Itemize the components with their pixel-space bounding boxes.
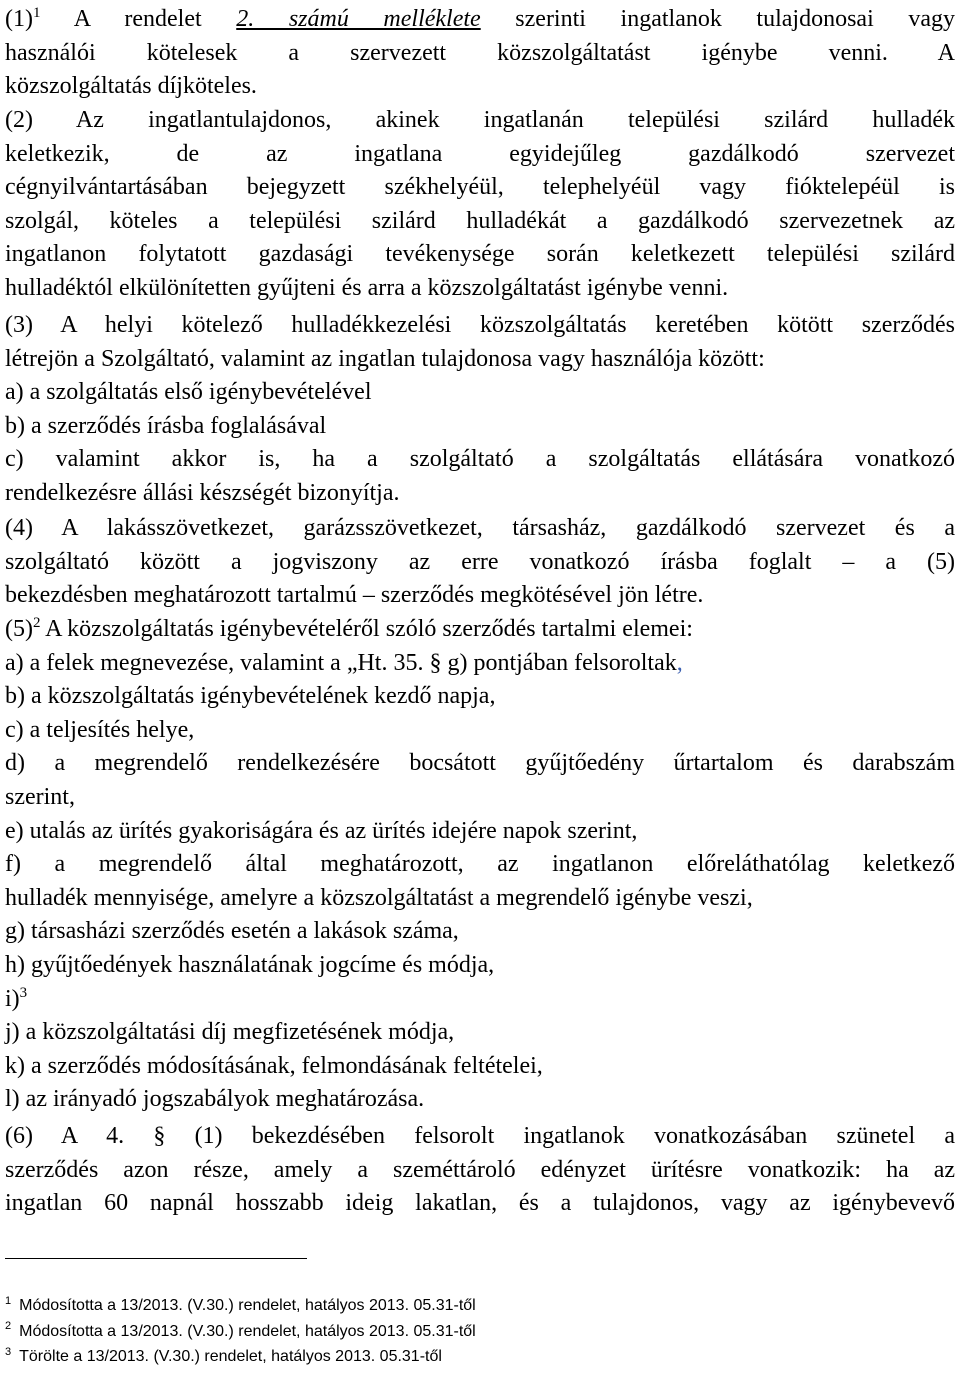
- section-2-line: ingatlanon folytatott gazdasági tevékenysége során keletkezett települési szilárd: [5, 241, 955, 268]
- section-6-line: (6) A 4. § (1) bekezdésében felsorolt ingatlanok vonatkozásában szünetel a: [5, 1123, 955, 1149]
- footnote-ref-2[interactable]: 2: [32, 615, 41, 631]
- section-5-item-a: a) a felek megnevezése, valamint a „Ht. 35. § g) pontjában felsoroltak,: [5, 649, 683, 676]
- section-3-item-c: c) valamint akkor is, ha a szolgáltató a szolgáltatás ellátására vonatkozó: [5, 446, 955, 473]
- section-5-item-l: l) az irányadó jogszabályok meghatározása.: [5, 1086, 425, 1113]
- section-3-item-a: a) a szolgáltatás első igénybevételével: [5, 379, 372, 406]
- footnote-ref-3[interactable]: 3: [19, 984, 28, 1001]
- section-1-line-1: $(1)^1$ A rendelet 2. számú melléklete szerinti ingatlanok tulajdonosai vagy: [5, 5, 955, 32]
- section-5-item-d: d) a megrendelő rendelkezésére bocsátott gyűjtőedény űrtartalom és darabszám: [5, 750, 955, 777]
- section-5-item-d-cont: szerint,: [5, 783, 75, 810]
- section-3-item-b: b) a szerződés írásba foglalásával: [5, 412, 327, 439]
- footnote-separator: [5, 1258, 307, 1259]
- section-2: [5, 104, 955, 306]
- section-5-item-b: b) a közszolgáltatás igénybevételének kezdő napja,: [5, 683, 496, 710]
- section-5-item-c: c) a teljesítés helye,: [5, 716, 195, 743]
- annex-2-link[interactable]: 2. számú melléklete: [236, 6, 481, 32]
- section-3: [5, 309, 955, 511]
- section-3-line: rendelkezésre állási készségét bizonyítja.: [5, 479, 400, 506]
- section-5-item-k: k) a szerződés módosításának, felmondásának feltételei,: [5, 1052, 543, 1079]
- section-2-line: keletkezik, de az ingatlana egyidejűleg gazdálkodó szervezet: [5, 140, 955, 167]
- section-5-item-f: f) a megrendelő által meghatározott, az ingatlanon előreláthatólag keletkező: [5, 851, 955, 878]
- section-5-item-f-cont: hulladék mennyisége, amelyre a közszolgáltatást a megrendelő igénybe veszi,: [5, 884, 753, 911]
- section-5-item-i: i)$^3$: [5, 984, 28, 1012]
- section-4-line: szolgáltató között a jogviszony az erre vonatkozó írásba foglalt – a (5): [5, 548, 955, 575]
- section-1: [5, 3, 955, 104]
- footnote-1: $^1$ Módosította a 13/2013. (V.30.) rendelet, hatályos 2013. 05.31-től: [5, 1294, 476, 1314]
- section-5-item-j: j) a közszolgáltatási díj megfizetésének módja,: [5, 1019, 455, 1046]
- section-5: [5, 613, 955, 1117]
- section-5-item-e: e) utalás az ürítés gyakoriságára és az ürítés idejére napok szerint,: [5, 817, 638, 844]
- section-5-heading: $(5)^2$ A közszolgáltatás igénybevételéről szóló szerződés tartalmi elemei:: [5, 615, 693, 642]
- section-2-line: cégnyilvántartásában bejegyzett székhelyéül, telephelyéül vagy fióktelepéül is: [5, 174, 955, 201]
- section-3-line: (3) A helyi kötelező hulladékkezelési közszolgáltatás keretében kötött szerződés: [5, 312, 955, 338]
- section-1-line-2: használói kötelesek a szervezett közszolgáltatást igénybe venni. A: [5, 39, 955, 66]
- section-6: [5, 1120, 955, 1221]
- section-1-line-3: közszolgáltatás díjköteles.: [5, 73, 257, 100]
- footnote-2: $^2$ Módosította a 13/2013. (V.30.) rendelet, hatályos 2013. 05.31-től: [5, 1320, 476, 1340]
- section-4: [5, 512, 955, 613]
- footnote-ref-1[interactable]: 1: [32, 5, 41, 21]
- section-5-item-h: h) gyűjtőedények használatának jogcíme és módja,: [5, 951, 495, 978]
- section-4-line: bekezdésben meghatározott tartalmú – szerződés megkötésével jön létre.: [5, 582, 704, 609]
- section-6-line: szerződés azon része, amely a szeméttároló edényzet ürítésre vonatkozik: ha az: [5, 1156, 955, 1183]
- section-2-line: hulladéktól elkülönítetten gyűjteni és arra a közszolgáltatást igénybe venni.: [5, 274, 729, 301]
- footnote-3: $^3$ Törölte a 13/2013. (V.30.) rendelet, hatályos 2013. 05.31-től: [5, 1345, 442, 1365]
- footnotes: [5, 1293, 476, 1370]
- section-3-line: létrejön a Szolgáltató, valamint az ingatlan tulajdonosa vagy használója között:: [5, 345, 765, 372]
- section-2-line: (2) Az ingatlantulajdonos, akinek ingatlanán települési szilárd hulladék: [5, 107, 955, 133]
- section-6-line: ingatlan 60 napnál hosszabb ideig lakatlan, és a tulajdonos, vagy az igénybevevő: [5, 1190, 955, 1217]
- section-2-line: szolgál, köteles a települési szilárd hulladékát a gazdálkodó szervezetnek az: [5, 207, 955, 234]
- section-5-item-g: g) társasházi szerződés esetén a lakások száma,: [5, 918, 459, 945]
- section-4-line: (4) A lakásszövetkezet, garázsszövetkezet, társasház, gazdálkodó szervezet és a: [5, 515, 955, 541]
